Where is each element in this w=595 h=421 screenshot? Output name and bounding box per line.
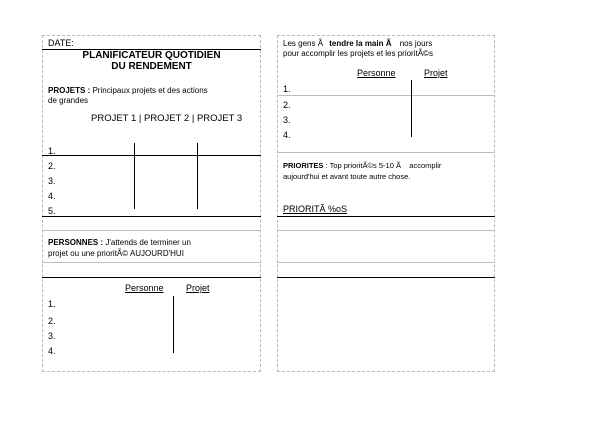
projets-table-top-rule [42,155,261,156]
projets-col-divider-2 [197,143,198,209]
personnes-intro [48,238,191,247]
bottom-row-2: 2. [48,316,56,326]
bottom-row-4: 4. [48,346,56,356]
right-row-4: 4. [283,130,291,140]
bottom-col-personne: Personne [125,283,164,293]
priorites-heading: PRIORITES [283,161,324,170]
projets-row-2: 2. [48,161,56,171]
people-intro-line1 [283,39,432,48]
projets-columns-header: PROJET 1 | PROJET 2 | PROJET 3 [91,113,243,124]
projets-intro [48,86,208,95]
right-section-divider-3 [277,262,495,263]
planner-title-line1: PLANIFICATEUR QUOTIDIEN [82,50,221,61]
people-intro-part2: nos jours [399,39,433,48]
priorites-desc-line1: : Top prioritÃ©s 5-10 Ã accomplir [325,161,442,170]
right-section-divider-2 [277,230,495,231]
priorites-desc-line2: aujourd'hui et avant toute autre chose. [283,172,411,181]
planner-title-line2: DU RENDEMENT [111,61,192,72]
right-row-3: 3. [283,115,291,125]
projets-row-4: 4. [48,191,56,201]
personnes-heading: PERSONNES : [48,238,104,247]
section-divider-2 [42,262,261,263]
right-row-2: 2. [283,100,291,110]
bottom-row-3: 3. [48,331,56,341]
right-section-divider-1 [277,152,495,153]
personnes-desc-line2: projet ou une prioritÃ© AUJOURD'HUI [48,249,184,258]
projets-desc-line2: de grandes [48,96,89,105]
right-bottom-rule [277,277,495,278]
priorite-label: PRIORITÃ %oS [283,204,348,214]
projets-row-3: 3. [48,176,56,186]
projets-table-bottom-rule [42,216,261,217]
projets-desc-line1: Principaux projets et des actions [92,86,208,95]
right-table-rule [277,95,495,96]
people-intro-bold: tendre la main Ã [329,39,392,48]
bottom-table-top-rule [42,277,261,278]
right-col-projet: Projet [424,68,448,78]
projets-row-5: 5. [48,206,56,216]
bottom-row-1: 1. [48,299,56,309]
projets-row-1: 1. [48,146,56,156]
section-divider-1 [42,230,261,231]
personnes-desc-line1: J'attends de terminer un [105,238,191,247]
date-label: DATE: [48,38,74,48]
bottom-col-divider [173,296,174,353]
bottom-col-projet: Projet [186,283,210,293]
projets-heading: PROJETS : [48,86,91,95]
right-row-1: 1. [283,84,291,94]
priorites-intro [283,161,441,170]
projets-col-divider-1 [134,143,135,209]
people-intro-line2: pour accomplir les projets et les prioritÃ©s [283,49,433,58]
right-col-personne: Personne [357,68,396,78]
people-intro-part1: Les gens Ã [283,39,326,48]
priorite-rule [277,216,495,217]
right-col-divider [411,80,412,137]
